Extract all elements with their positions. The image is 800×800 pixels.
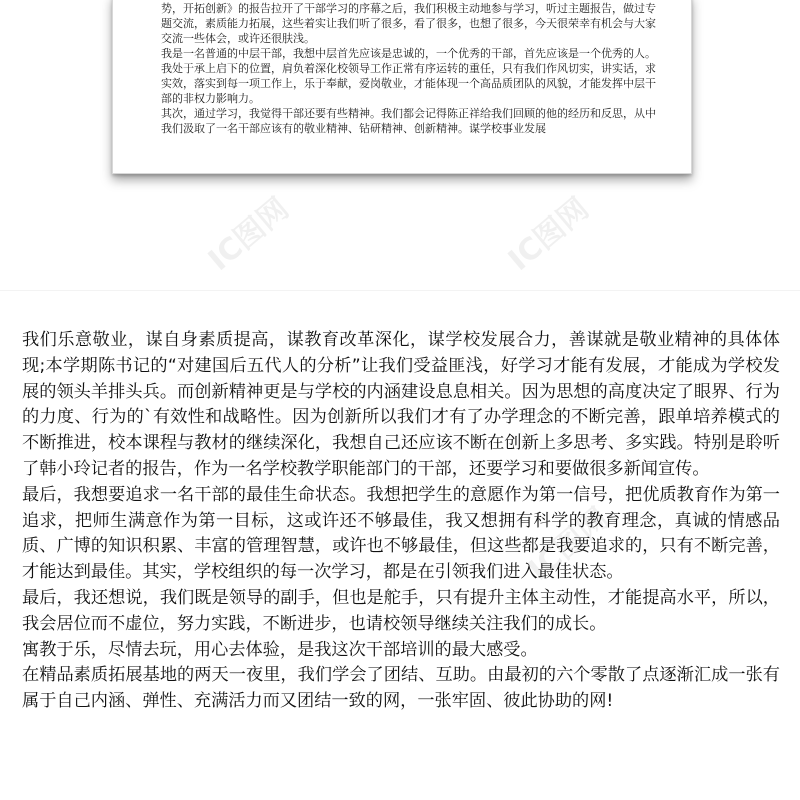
watermark: IC图网 — [201, 191, 296, 279]
body-paragraph: 最后，我想要追求一名干部的最佳生命状态。我想把学生的意愿作为第一信号，把优质教育作为第一追求，把师生满意作为第一目标，这或许还不够最佳，我又想拥有科学的教育理念，真诚的情感品质、广博的知识积累、丰富的管理智慧，或许也不够最佳，但这些都是我要追求的，只有不断完善，才能达到最佳。其实，学校组织的每一次学习，都是在引领我们进入最佳状态。 — [22, 484, 780, 583]
preview-paragraph: 势，开拓创新》的报告拉开了干部学习的序幕之后，我们积极主动地参与学习，听过主题报告，做过专题交流，素质能力拓展，这些着实让我们听了很多，看了很多，也想了很多，今天很荣幸有机会与大家交流一些体会，或许还很肤浅。 — [161, 2, 656, 45]
body-paragraph: 最后，我还想说，我们既是领导的副手，但也是舵手，只有提升主体主动性，才能提高水平，所以，我会居位而不虚位，努力实践，不断进步，也请校领导继续关注我们的成长。 — [22, 587, 780, 634]
body-paragraph: 在精品素质拓展基地的两天一夜里，我们学会了团结、互助。由最初的六个零散了点逐渐汇成一张有属于自己内涵、弹性、充满活力而又团结一致的网，一张牢固、彼此协助的网! — [22, 665, 780, 712]
preview-paragraph: 我是一名普通的中层干部，我想中层首先应该是忠诚的，一个优秀的干部，首先应该是一个优秀的人。我处于承上启下的位置，肩负着深化校领导工作正常有序运转的重任，只有我们作风切实，讲实话，求实效，落实到每一项工作上，乐于奉献，爱岗敬业，才能体现一个高品质团队的风貌，才能发挥中层干部的非权力影响力。 — [161, 47, 656, 105]
body-paragraph: 我们乐意敬业，谋自身素质提高，谋教育改革深化，谋学校发展合力，善谋就是敬业精神的具体体现;本学期陈书记的“对建国后五代人的分析”让我们受益匪浅，好学习才能有发展，才能成为学校发展的领头羊排头兵。而创新精神更是与学校的内涵建设息息相关。因为思想的高度决定了眼界、行为的力度、行为的`有效性和战略性。因为创新所以我们才有了办学理念的不断完善，跟单培养模式的不断推进，校本课程与教材的继续深化，我想自己还应该不断在创新上多思考、多实践。特别是聆听了韩小玲记者的报告，作为一名学校教学职能部门的干部，还要学习和要做很多新闻宣传。 — [22, 330, 780, 479]
body-paragraph: 寓教于乐，尽情去玩，用心去体验，是我这次干部培训的最大感受。 — [22, 639, 538, 660]
section-divider — [0, 290, 800, 291]
document-preview-card — [112, 0, 692, 174]
preview-paragraph: 其次，通过学习，我觉得干部还要有些精神。我们都会记得陈正祥给我们回顾的他的经历和反思，从中我们汲取了一名干部应该有的敬业精神、钻研精神、创新精神。谋学校事业发展 — [161, 107, 656, 135]
document-body — [22, 328, 780, 715]
preview-text — [161, 0, 661, 136]
watermark: IC图网 — [521, 501, 616, 589]
watermark: IC图网 — [501, 191, 596, 279]
